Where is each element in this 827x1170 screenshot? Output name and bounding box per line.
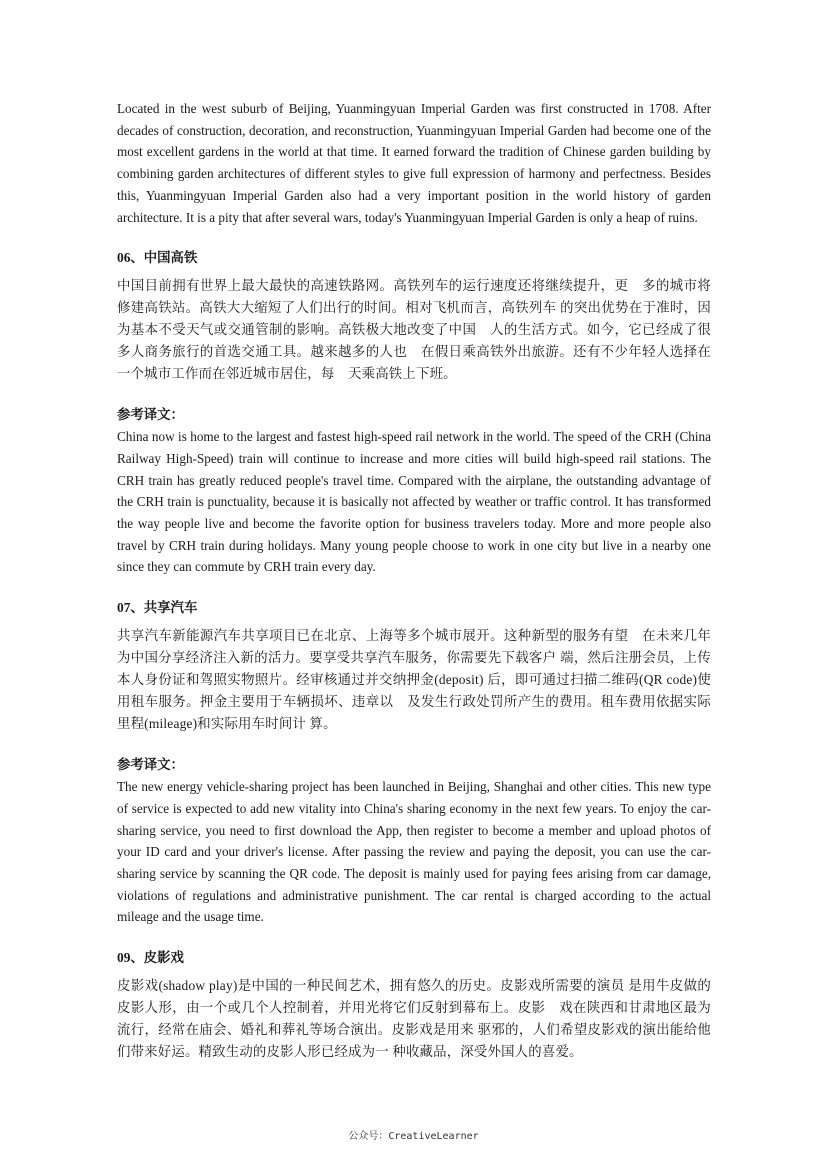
section-06 [117,247,711,578]
chinese-passage: 中国目前拥有世界上最大最快的高速铁路网。高铁列车的运行速度还将继续提升，更 多的城市将修建高铁站。高铁大大缩短了人们出行的时间。相对飞机而言，高铁列车 的突出优势在于准时，因为基本不受天气或交通管制的影响。高铁极大地改变了中国 人的生活方式。如今，它已经成了很多人商务旅行的首选交通工具。越来越多的人也 在假日乘高铁外出旅游。还有不少年轻人选择在一个城市工作而在邻近城市居住，每 天乘高铁上下班。 [117,278,711,382]
english-translation: The new energy vehicle-sharing project has been launched in Beijing, Shanghai and other cities. This new type of service is expected to add new vitality into China's sharing economy in the next few years. To enjoy the car-sharing service, you need to first download the App, then register to become a member and upload photos of your ID card and your driver's license. After passing the review and paying the deposit, you can use the car-sharing service by scanning the QR code. The deposit is mainly used for paying fees arising from car damage, violations of regulations and administrative punishment. The car rental is charged according to the actual mileage and the usage time. [117,779,711,925]
translation-label: 参考译文： [117,757,184,773]
page-footer: 公众号：CreativeLearner [348,1131,479,1142]
section-heading: 07、共享汽车 [117,600,198,616]
section-09 [117,947,711,1063]
chinese-passage: 共享汽车新能源汽车共享项目已在北京、上海等多个城市展开。这种新型的服务有望 在未来几年为中国分享经济注入新的活力。要享受共享汽车服务，你需要先下载客户 端，然后注册会员，上传本人身份证和驾照实物照片。经审核通过并交纳押金(deposit) 后，即可通过扫描二维码(QR code)使用租车服务。押金主要用于车辆损坏、违章以 及发生行政处罚所产生的费用。租车费用依据实际里程(mileage)和实际用车时间计 算。 [117,628,711,732]
translation-label: 参考译文： [117,407,184,423]
intro-paragraph: Located in the west suburb of Beijing, Yuanmingyuan Imperial Garden was first constructed in 1708. After decades of construction, decoration, and reconstruction, Yuanmingyuan Imperial Garden had become one of the most excellent gardens in the world at that time. It earned forward the tradition of Chinese garden building by combining garden architectures of different styles to give full expression of harmony and perfectness. Besides this, Yuanmingyuan Imperial Garden also had a very important position in the world history of garden architecture. It is a pity that after several wars, today's Yuanmingyuan Imperial Garden is only a heap of ruins. [117,101,711,225]
section-heading: 09、皮影戏 [117,950,184,966]
document-page [117,98,711,1063]
english-translation: China now is home to the largest and fastest high-speed rail network in the world. The speed of the CRH (China Railway High-Speed) train will continue to increase and more cities will build high-speed rail stations. The CRH train has greatly reduced people's travel time. Compared with the airplane, the outstanding advantage of the CRH train is punctuality, because it is basically not affected by weather or traffic control. It has transformed the way people live and become the favorite option for business travelers today. More and more people also travel by CRH train during holidays. Many young people choose to work in one city but live in a nearby one since they can commute by CRH train every day. [117,429,711,575]
section-07 [117,597,711,928]
section-heading: 06、中国高铁 [117,250,198,266]
chinese-passage: 皮影戏(shadow play)是中国的一种民间艺术，拥有悠久的历史。皮影戏所需要的演员 是用牛皮做的皮影人形，由一个或几个人控制着，并用光将它们反射到幕布上。皮影 戏在陕西和甘肃地区最为流行，经常在庙会、婚礼和葬礼等场合演出。皮影戏是用来 驱邪的，人们希望皮影戏的演出能给他们带来好运。精致生动的皮影人形已经成为一 种收藏品，深受外国人的喜爱。 [117,978,711,1060]
